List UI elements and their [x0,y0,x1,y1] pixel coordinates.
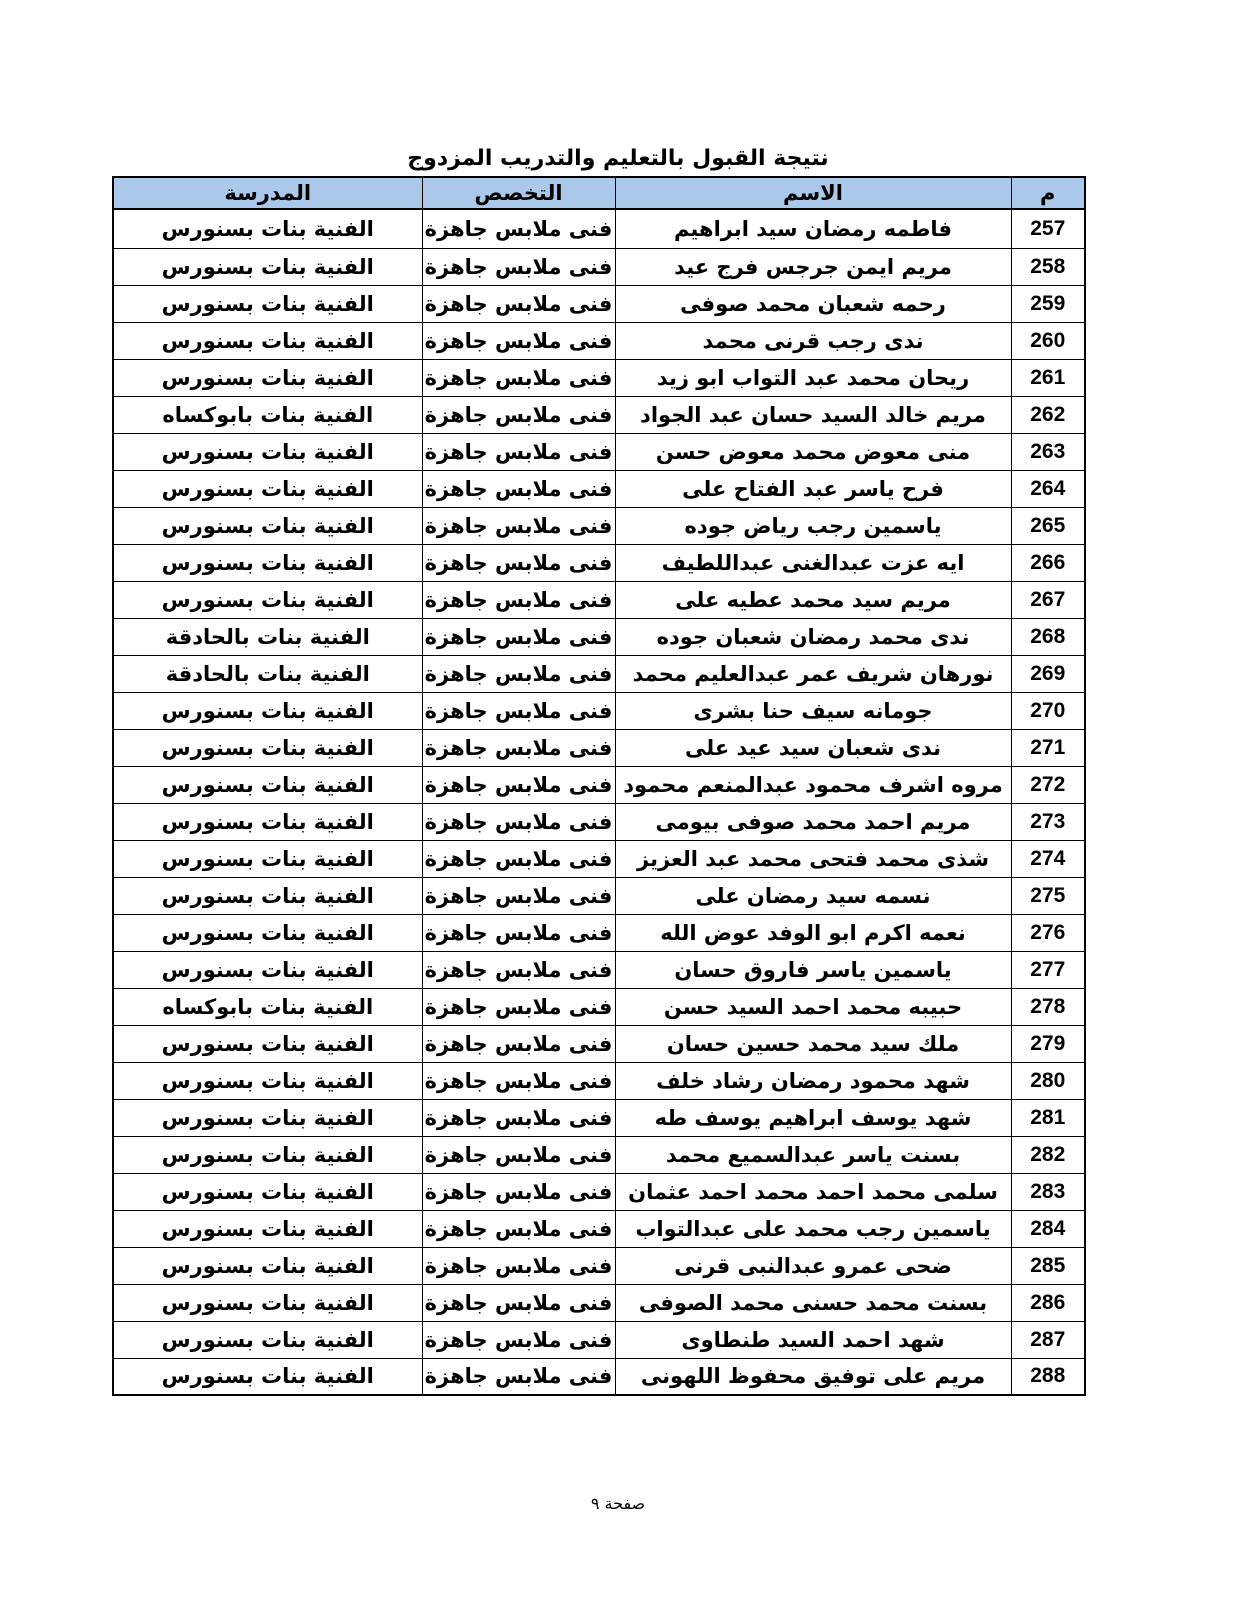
table-header-row [113,177,1085,209]
cell-name: بسنت ياسر عبدالسميع محمد [615,1136,1011,1173]
cell-num: 280 [1011,1062,1085,1099]
cell-school: الفنية بنات بابوكساه [113,988,422,1025]
table-row [113,1284,1085,1321]
cell-specialty: فنى ملابس جاهزة [422,322,615,359]
table-row [113,507,1085,544]
cell-name: نعمه اكرم ابو الوفد عوض الله [615,914,1011,951]
cell-school: الفنية بنات بسنورس [113,1247,422,1284]
table-row [113,1173,1085,1210]
cell-school: الفنية بنات بسنورس [113,692,422,729]
table-row [113,840,1085,877]
cell-specialty: فنى ملابس جاهزة [422,507,615,544]
table-row [113,322,1085,359]
table-row [113,1099,1085,1136]
cell-school: الفنية بنات بسنورس [113,914,422,951]
table-row [113,877,1085,914]
cell-school: الفنية بنات بسنورس [113,1210,422,1247]
cell-specialty: فنى ملابس جاهزة [422,359,615,396]
cell-name: ضحى عمرو عبدالنبى قرنى [615,1247,1011,1284]
cell-name: مريم على توفيق محفوظ اللهونى [615,1358,1011,1395]
cell-name: ايه عزت عبدالغنى عبداللطيف [615,544,1011,581]
cell-specialty: فنى ملابس جاهزة [422,1284,615,1321]
cell-num: 288 [1011,1358,1085,1395]
cell-name: جومانه سيف حنا بشرى [615,692,1011,729]
cell-specialty: فنى ملابس جاهزة [422,692,615,729]
header-school: المدرسة [113,177,422,209]
header-specialty: التخصص [422,177,615,209]
cell-specialty: فنى ملابس جاهزة [422,803,615,840]
table-row [113,914,1085,951]
cell-name: سلمى محمد احمد محمد احمد عثمان [615,1173,1011,1210]
cell-name: ندى رجب قرنى محمد [615,322,1011,359]
cell-school: الفنية بنات بسنورس [113,951,422,988]
cell-name: شهد يوسف ابراهيم يوسف طه [615,1099,1011,1136]
cell-school: الفنية بنات بسنورس [113,803,422,840]
cell-num: 270 [1011,692,1085,729]
cell-num: 276 [1011,914,1085,951]
cell-specialty: فنى ملابس جاهزة [422,1099,615,1136]
page-title: نتيجة القبول بالتعليم والتدريب المزدوج [407,146,829,171]
cell-specialty: فنى ملابس جاهزة [422,914,615,951]
cell-school: الفنية بنات بسنورس [113,1099,422,1136]
table-row [113,581,1085,618]
cell-school: الفنية بنات بسنورس [113,1062,422,1099]
table-row [113,988,1085,1025]
cell-school: الفنية بنات بسنورس [113,322,422,359]
table-row [113,359,1085,396]
cell-specialty: فنى ملابس جاهزة [422,1025,615,1062]
cell-specialty: فنى ملابس جاهزة [422,1136,615,1173]
cell-specialty: فنى ملابس جاهزة [422,544,615,581]
cell-specialty: فنى ملابس جاهزة [422,988,615,1025]
cell-num: 269 [1011,655,1085,692]
cell-name: مريم سيد محمد عطيه على [615,581,1011,618]
cell-num: 275 [1011,877,1085,914]
header-num: م [1011,177,1085,209]
cell-num: 268 [1011,618,1085,655]
table-row [113,766,1085,803]
cell-name: ندى شعبان سيد عيد على [615,729,1011,766]
cell-school: الفنية بنات بسنورس [113,1358,422,1395]
cell-name: ياسمين رجب رياض جوده [615,507,1011,544]
cell-num: 278 [1011,988,1085,1025]
cell-name: مريم خالد السيد حسان عبد الجواد [615,396,1011,433]
cell-specialty: فنى ملابس جاهزة [422,951,615,988]
table-body [113,209,1085,1395]
cell-school: الفنية بنات بسنورس [113,1284,422,1321]
cell-name: فرح ياسر عبد الفتاح على [615,470,1011,507]
cell-name: مريم احمد محمد صوفى بيومى [615,803,1011,840]
cell-name: ياسمين ياسر فاروق حسان [615,951,1011,988]
table-row [113,470,1085,507]
cell-name: منى معوض محمد معوض حسن [615,433,1011,470]
cell-name: فاطمه رمضان سيد ابراهيم [615,209,1011,248]
cell-specialty: فنى ملابس جاهزة [422,1247,615,1284]
cell-name: ياسمين رجب محمد على عبدالتواب [615,1210,1011,1247]
cell-specialty: فنى ملابس جاهزة [422,1358,615,1395]
cell-school: الفنية بنات بسنورس [113,1025,422,1062]
cell-name: مريم ايمن جرجس فرج عيد [615,248,1011,285]
table-row [113,1025,1085,1062]
results-table [112,176,1086,1396]
cell-specialty: فنى ملابس جاهزة [422,581,615,618]
cell-num: 259 [1011,285,1085,322]
cell-school: الفنية بنات بابوكساه [113,396,422,433]
cell-num: 267 [1011,581,1085,618]
cell-num: 287 [1011,1321,1085,1358]
cell-name: ندى محمد رمضان شعبان جوده [615,618,1011,655]
cell-num: 281 [1011,1099,1085,1136]
cell-name: شهد محمود رمضان رشاد خلف [615,1062,1011,1099]
cell-specialty: فنى ملابس جاهزة [422,1321,615,1358]
table-row [113,544,1085,581]
table-row [113,1210,1085,1247]
table-row [113,692,1085,729]
cell-num: 264 [1011,470,1085,507]
cell-name: رحمه شعبان محمد صوفى [615,285,1011,322]
cell-num: 266 [1011,544,1085,581]
table-row [113,248,1085,285]
cell-name: بسنت محمد حسنى محمد الصوفى [615,1284,1011,1321]
cell-num: 284 [1011,1210,1085,1247]
cell-school: الفنية بنات بسنورس [113,581,422,618]
cell-specialty: فنى ملابس جاهزة [422,1173,615,1210]
cell-num: 283 [1011,1173,1085,1210]
header-name: الاسم [615,177,1011,209]
cell-school: الفنية بنات بسنورس [113,1173,422,1210]
cell-num: 274 [1011,840,1085,877]
cell-specialty: فنى ملابس جاهزة [422,1062,615,1099]
cell-num: 286 [1011,1284,1085,1321]
cell-school: الفنية بنات بسنورس [113,433,422,470]
table-row [113,1358,1085,1395]
cell-school: الفنية بنات بسنورس [113,507,422,544]
cell-school: الفنية بنات بسنورس [113,248,422,285]
cell-num: 279 [1011,1025,1085,1062]
table-row [113,655,1085,692]
table-row [113,1247,1085,1284]
table-row [113,803,1085,840]
cell-specialty: فنى ملابس جاهزة [422,1210,615,1247]
cell-num: 263 [1011,433,1085,470]
cell-num: 272 [1011,766,1085,803]
cell-specialty: فنى ملابس جاهزة [422,209,615,248]
cell-school: الفنية بنات بسنورس [113,209,422,248]
table-row [113,729,1085,766]
cell-name: ملك سيد محمد حسين حسان [615,1025,1011,1062]
cell-specialty: فنى ملابس جاهزة [422,877,615,914]
cell-specialty: فنى ملابس جاهزة [422,248,615,285]
cell-specialty: فنى ملابس جاهزة [422,655,615,692]
cell-specialty: فنى ملابس جاهزة [422,285,615,322]
cell-num: 262 [1011,396,1085,433]
cell-school: الفنية بنات بسنورس [113,285,422,322]
page-number: صفحة ٩ [590,1494,646,1513]
cell-specialty: فنى ملابس جاهزة [422,840,615,877]
table-row [113,951,1085,988]
cell-specialty: فنى ملابس جاهزة [422,433,615,470]
cell-school: الفنية بنات بسنورس [113,359,422,396]
cell-name: ريحان محمد عبد التواب ابو زيد [615,359,1011,396]
cell-specialty: فنى ملابس جاهزة [422,729,615,766]
cell-name: شهد احمد السيد طنطاوى [615,1321,1011,1358]
cell-specialty: فنى ملابس جاهزة [422,618,615,655]
cell-num: 258 [1011,248,1085,285]
cell-specialty: فنى ملابس جاهزة [422,766,615,803]
table-row [113,285,1085,322]
cell-school: الفنية بنات بسنورس [113,1321,422,1358]
cell-num: 282 [1011,1136,1085,1173]
cell-school: الفنية بنات بسنورس [113,1136,422,1173]
cell-name: مروه اشرف محمود عبدالمنعم محمود [615,766,1011,803]
cell-school: الفنية بنات بسنورس [113,729,422,766]
cell-num: 265 [1011,507,1085,544]
table-row [113,1062,1085,1099]
cell-num: 285 [1011,1247,1085,1284]
table-row [113,433,1085,470]
cell-specialty: فنى ملابس جاهزة [422,470,615,507]
cell-school: الفنية بنات بسنورس [113,877,422,914]
cell-num: 273 [1011,803,1085,840]
table-row [113,209,1085,248]
cell-school: الفنية بنات بسنورس [113,766,422,803]
cell-school: الفنية بنات بسنورس [113,840,422,877]
cell-name: نورهان شريف عمر عبدالعليم محمد [615,655,1011,692]
cell-school: الفنية بنات بسنورس [113,544,422,581]
table-row [113,396,1085,433]
table-row [113,618,1085,655]
cell-name: حبيبه محمد احمد السيد حسن [615,988,1011,1025]
cell-num: 277 [1011,951,1085,988]
cell-school: الفنية بنات بسنورس [113,470,422,507]
cell-num: 257 [1011,209,1085,248]
cell-num: 271 [1011,729,1085,766]
table-row [113,1321,1085,1358]
cell-school: الفنية بنات بالحادقة [113,618,422,655]
cell-num: 260 [1011,322,1085,359]
cell-name: شذى محمد فتحى محمد عبد العزيز [615,840,1011,877]
table-row [113,1136,1085,1173]
cell-school: الفنية بنات بالحادقة [113,655,422,692]
cell-specialty: فنى ملابس جاهزة [422,396,615,433]
cell-num: 261 [1011,359,1085,396]
cell-name: نسمه سيد رمضان على [615,877,1011,914]
